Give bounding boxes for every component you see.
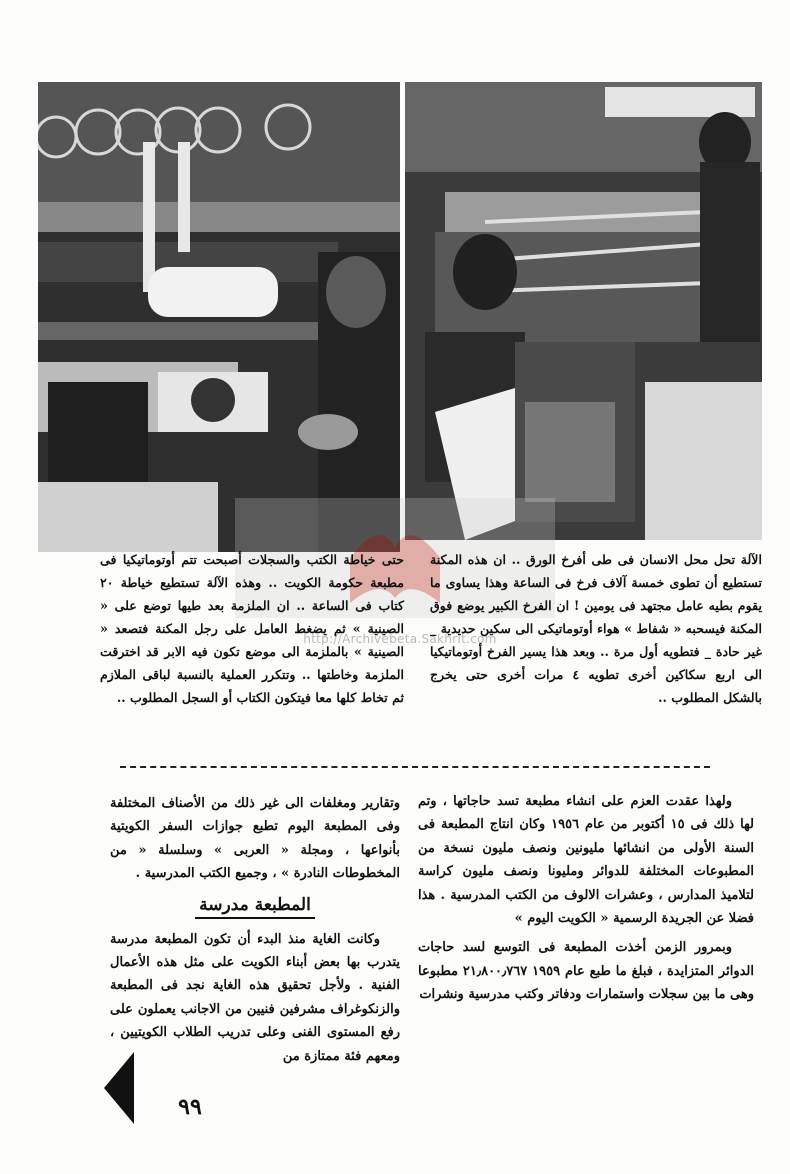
article-paragraph: وبمرور الزمن أخذت المطبعة فى التوسع لسد حاجات الدوائر المتزايدة ، فبلغ ما طبع عام ١٩٥٩ ٢١٫٨٠٠٫٧٦٧ مطبوعا وهى ما بين سجلات واستمارات ودفاتر وكتب مدرسية ونشرات (418, 940, 755, 1003)
caption-left-text: حتى خياطة الكتب والسجلات أصبحت تتم أوتوماتيكيا فى مطبعة حكومة الكويت .. وهذه الآلة تستطيع خياطة ٢٠ كتاب فى الساعة .. ان الملزمة بعد طيها توضع على « الصينية » ثم يضغط العامل على رجل المكنة فتصعد « الصينية » بالملزمة الى موضع تكون فيه الابر قد اخترقت الملزمة وخاطتها .. وتتكرر العملية بالنسبة لباقى الملازم ثم تخاط كلها معا فيتكون الكتاب أو السجل المطلوب .. (100, 552, 404, 705)
page-corner-triangle-icon (104, 1052, 134, 1124)
photo-folding-machine (405, 82, 762, 540)
article-paragraph: وتقارير ومغلفات الى غير ذلك من الأصناف المختلفة وفى المطبعة اليوم تطبع جوازات السفر الكويتية بأنواعها ، ومجلة « العربى » وسلسلة « من المخطوطات النادرة » ، وجميع الكتب المدرسية . (110, 796, 400, 882)
sewing-machine-illustration (38, 82, 400, 552)
watermark-url: http://Archivebeta.Sakhrit.com (303, 632, 497, 646)
article-column-left (110, 792, 400, 1068)
page-number: ٩٩ (178, 1094, 202, 1120)
section-heading (110, 892, 400, 918)
article-column-right (418, 790, 754, 1007)
article-paragraph: ولهذا عقدت العزم على انشاء مطبعة تسد حاجاتها ، وتم لها ذلك فى ١٥ أكتوبر من عام ١٩٥٦ وكان انتاج المطبعة فى السنة الأولى من انشائها مليونين ونصف مليون نسخة من المطبوعات المختلفة للدوائر ومليونا ونصف مليون كراسة لتلاميذ المدارس ، وعشرات الالوف من الكتب المدرسية . هذا فضلا عن الجريدة الرسمية « الكويت اليوم » (418, 794, 754, 927)
article-paragraph: وكانت الغاية منذ البدء أن تكون المطبعة مدرسة يتدرب بها بعض أبناء الكويت على مثل هذه الأعمال الفنية . ولأجل تحقيق هذه الغاية نجد فى المطبعة والزنكوغراف مشرفين فنيين من الاجانب يعملون على رفع المستوى الفنى وعلى تدريب الطلاب الكويتيين ، ومعهم فئة ممتازة من (110, 931, 400, 1064)
section-heading-text: المطبعة مدرسة (195, 895, 315, 919)
folding-machine-illustration (405, 82, 762, 540)
photo-sewing-machine (38, 82, 400, 552)
caption-folding-machine (430, 548, 762, 709)
dashed-divider (120, 766, 710, 768)
caption-right-text: الآلة تحل محل الانسان فى طى أفرخ الورق .. ان هذه المكنة تستطيع أن تطوى خمسة آلاف فرخ فى الساعة وهذا يساوى ما يقوم بطيه عامل مجتهد فى يومين ! ان الفرخ الكبير يوضع فوق المكنة فيسحبه « شفاط » هواء أوتوماتيكى الى سكين حديدية _ غير حادة _ فتطويه أول مرة .. وبعد هذا يسير الفرخ أوتوماتيكيا الى اربع سكاكين أخرى تطويه ٤ مرات أخرى حتى يخرج بالشكل المطلوب .. (430, 552, 762, 705)
caption-sewing-machine (100, 548, 404, 709)
